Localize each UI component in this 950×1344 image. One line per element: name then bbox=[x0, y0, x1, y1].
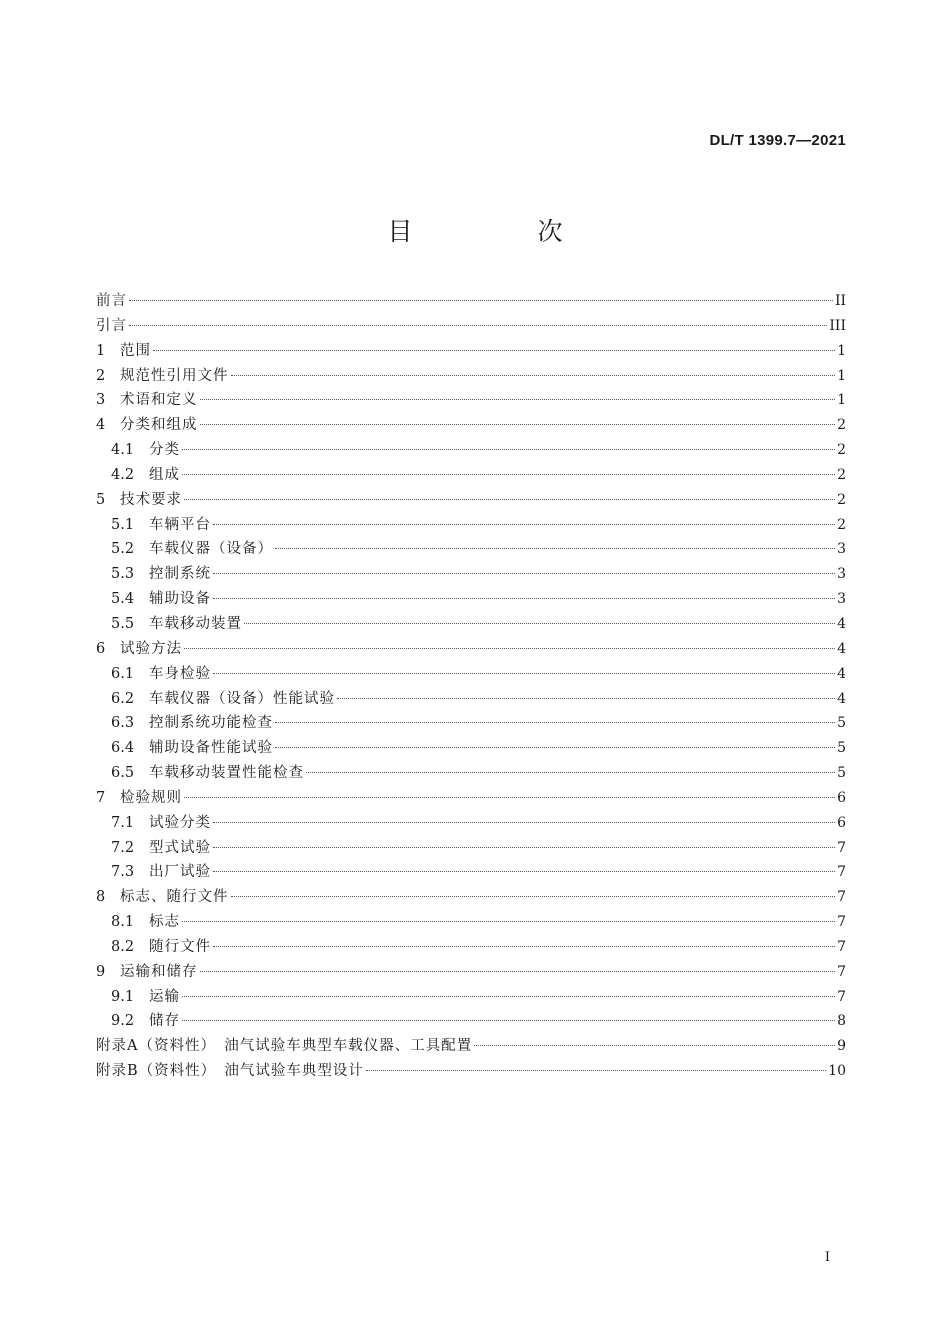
toc-entry-page: 2 bbox=[837, 417, 846, 434]
dot-leader bbox=[244, 623, 835, 624]
toc-entry-page: 5 bbox=[837, 715, 846, 732]
toc-entry[interactable] bbox=[96, 687, 846, 712]
toc-entry-label: 运输和储存 bbox=[120, 963, 198, 980]
toc-entry-label: 附录B（资料性） 油气试验车典型设计 bbox=[96, 1063, 364, 1080]
dot-leader bbox=[182, 996, 835, 997]
dot-leader bbox=[129, 300, 833, 301]
toc-entry-label: 分类 bbox=[149, 442, 180, 459]
toc-entry-page: 7 bbox=[837, 864, 846, 881]
toc-entry-page: 9 bbox=[837, 1038, 846, 1055]
toc-entry[interactable] bbox=[96, 562, 846, 587]
dot-leader bbox=[213, 673, 835, 674]
toc-entry[interactable] bbox=[96, 438, 846, 463]
toc-entry-number: 5.3 bbox=[111, 566, 135, 583]
dot-leader bbox=[306, 772, 835, 773]
toc-entry-label: 标志、随行文件 bbox=[120, 889, 229, 906]
table-of-contents bbox=[96, 289, 846, 1084]
toc-entry-page: 6 bbox=[837, 789, 846, 806]
dot-leader bbox=[337, 698, 835, 699]
standard-code: DL/T 1399.7—2021 bbox=[709, 132, 846, 149]
dot-leader bbox=[213, 822, 835, 823]
dot-leader bbox=[200, 971, 836, 972]
dot-leader bbox=[184, 499, 835, 500]
dot-leader bbox=[184, 648, 835, 649]
toc-entry-page: 2 bbox=[837, 516, 846, 533]
dot-leader bbox=[231, 896, 836, 897]
toc-entry-page: 1 bbox=[837, 367, 846, 384]
toc-entry-number: 7.3 bbox=[111, 864, 135, 881]
toc-entry-label: 技术要求 bbox=[120, 491, 182, 508]
dot-leader bbox=[366, 1070, 826, 1071]
toc-entry-number: 6 bbox=[96, 640, 106, 657]
toc-entry[interactable] bbox=[96, 513, 846, 538]
toc-entry-number: 6.5 bbox=[111, 765, 135, 782]
toc-entry-number: 6.4 bbox=[111, 740, 135, 757]
toc-entry[interactable] bbox=[96, 1009, 846, 1034]
toc-entry[interactable] bbox=[96, 612, 846, 637]
toc-entry-page: 3 bbox=[837, 566, 846, 583]
toc-entry[interactable] bbox=[96, 289, 846, 314]
toc-entry-number: 4.2 bbox=[111, 466, 135, 483]
dot-leader bbox=[213, 847, 835, 848]
toc-entry[interactable] bbox=[96, 587, 846, 612]
toc-entry[interactable] bbox=[96, 488, 846, 513]
toc-entry-number: 7.1 bbox=[111, 814, 135, 831]
toc-entry-number: 9 bbox=[96, 963, 106, 980]
toc-entry[interactable] bbox=[96, 736, 846, 761]
dot-leader bbox=[474, 1045, 835, 1046]
toc-entry[interactable] bbox=[96, 836, 846, 861]
dot-leader bbox=[213, 871, 835, 872]
toc-entry-number: 7.2 bbox=[111, 839, 135, 856]
toc-entry-label: 车辆平台 bbox=[149, 516, 211, 533]
toc-entry-number: 6.1 bbox=[111, 665, 135, 682]
toc-entry-page: 4 bbox=[837, 615, 846, 632]
toc-entry[interactable] bbox=[96, 761, 846, 786]
toc-entry-label: 标志 bbox=[149, 914, 180, 931]
toc-entry-page: 4 bbox=[837, 665, 846, 682]
toc-entry[interactable] bbox=[96, 786, 846, 811]
toc-entry-page: 1 bbox=[837, 342, 846, 359]
toc-entry-label: 型式试验 bbox=[149, 839, 211, 856]
toc-entry-page: 5 bbox=[837, 740, 846, 757]
toc-entry[interactable] bbox=[96, 711, 846, 736]
toc-entry-label: 分类和组成 bbox=[120, 417, 198, 434]
toc-entry[interactable] bbox=[96, 860, 846, 885]
toc-entry-page: III bbox=[829, 317, 846, 334]
dot-leader bbox=[184, 797, 835, 798]
toc-entry[interactable] bbox=[96, 985, 846, 1010]
toc-entry-number: 5.4 bbox=[111, 591, 135, 608]
toc-entry-number: 5.5 bbox=[111, 615, 135, 632]
toc-entry-page: II bbox=[834, 293, 846, 309]
toc-entry-page: 4 bbox=[837, 690, 846, 707]
toc-entry-number: 2 bbox=[96, 367, 106, 384]
toc-entry-label: 储存 bbox=[149, 1013, 180, 1030]
toc-entry-number: 6.3 bbox=[111, 715, 135, 732]
toc-entry-label: 车载仪器（设备）性能试验 bbox=[149, 690, 335, 707]
dot-leader bbox=[213, 524, 835, 525]
toc-entry-number: 8.2 bbox=[111, 938, 135, 955]
toc-entry[interactable] bbox=[96, 1034, 846, 1059]
toc-entry-number: 4.1 bbox=[111, 442, 135, 459]
toc-entry-label: 随行文件 bbox=[149, 938, 211, 955]
toc-entry[interactable] bbox=[96, 388, 846, 413]
toc-entry-page: 2 bbox=[837, 491, 846, 508]
toc-entry-number: 9.2 bbox=[111, 1013, 135, 1030]
toc-entry-page: 7 bbox=[837, 988, 846, 1005]
toc-entry-label: 前言 bbox=[96, 293, 127, 309]
toc-entry-page: 6 bbox=[837, 814, 846, 831]
toc-entry-number: 3 bbox=[96, 392, 106, 409]
toc-entry-label: 引言 bbox=[96, 317, 127, 334]
toc-entry-label: 范围 bbox=[120, 342, 151, 359]
toc-entry[interactable] bbox=[96, 811, 846, 836]
toc-entry-label: 规范性引用文件 bbox=[120, 367, 229, 384]
dot-leader bbox=[213, 946, 835, 947]
toc-entry-page: 8 bbox=[837, 1013, 846, 1030]
toc-entry-label: 检验规则 bbox=[120, 789, 182, 806]
dot-leader bbox=[200, 424, 836, 425]
toc-entry[interactable] bbox=[96, 662, 846, 687]
toc-entry[interactable] bbox=[96, 910, 846, 935]
toc-entry-label: 控制系统功能检查 bbox=[149, 715, 273, 732]
toc-entry[interactable] bbox=[96, 1059, 846, 1084]
toc-entry-label: 车载移动装置 bbox=[149, 615, 242, 632]
dot-leader bbox=[129, 325, 827, 326]
dot-leader bbox=[213, 598, 835, 599]
toc-entry[interactable] bbox=[96, 314, 846, 339]
dot-leader bbox=[200, 399, 836, 400]
toc-entry[interactable] bbox=[96, 885, 846, 910]
dot-leader bbox=[275, 722, 835, 723]
toc-entry-number: 8.1 bbox=[111, 914, 135, 931]
toc-entry-page: 2 bbox=[837, 442, 846, 459]
toc-entry-page: 10 bbox=[828, 1063, 846, 1080]
dot-leader bbox=[182, 921, 835, 922]
toc-entry-label: 试验方法 bbox=[120, 640, 182, 657]
toc-entry-label: 附录A（资料性） 油气试验车典型车载仪器、工具配置 bbox=[96, 1038, 473, 1055]
dot-leader bbox=[275, 747, 835, 748]
toc-entry-label: 辅助设备性能试验 bbox=[149, 740, 273, 757]
toc-entry[interactable] bbox=[96, 339, 846, 364]
toc-entry-page: 3 bbox=[837, 541, 846, 558]
toc-entry-page: 5 bbox=[837, 765, 846, 782]
toc-entry-number: 5.1 bbox=[111, 516, 135, 533]
toc-entry-page: 3 bbox=[837, 591, 846, 608]
toc-entry-label: 车载仪器（设备） bbox=[149, 541, 273, 558]
toc-entry-label: 车载移动装置性能检查 bbox=[149, 765, 304, 782]
dot-leader bbox=[153, 350, 835, 351]
toc-entry[interactable] bbox=[96, 537, 846, 562]
toc-entry-page: 4 bbox=[837, 640, 846, 657]
toc-entry-page: 7 bbox=[837, 914, 846, 931]
toc-entry-label: 出厂试验 bbox=[149, 864, 211, 881]
dot-leader bbox=[182, 1020, 835, 1021]
toc-entry[interactable] bbox=[96, 413, 846, 438]
toc-entry-number: 7 bbox=[96, 789, 106, 806]
toc-entry-number: 5.2 bbox=[111, 541, 135, 558]
toc-entry-label: 控制系统 bbox=[149, 566, 211, 583]
dot-leader bbox=[275, 548, 835, 549]
toc-entry-label: 车身检验 bbox=[149, 665, 211, 682]
toc-entry-label: 术语和定义 bbox=[120, 392, 198, 409]
toc-entry-label: 试验分类 bbox=[149, 814, 211, 831]
dot-leader bbox=[182, 474, 835, 475]
page-title: 目 次 bbox=[387, 217, 613, 246]
toc-entry-page: 7 bbox=[837, 938, 846, 955]
toc-entry-number: 8 bbox=[96, 889, 106, 906]
toc-entry[interactable] bbox=[96, 960, 846, 985]
toc-entry-number: 1 bbox=[96, 342, 106, 359]
toc-entry-page: 7 bbox=[837, 963, 846, 980]
toc-entry-label: 组成 bbox=[149, 466, 180, 483]
toc-entry-number: 5 bbox=[96, 491, 106, 508]
toc-entry-number: 6.2 bbox=[111, 690, 135, 707]
dot-leader bbox=[182, 449, 835, 450]
toc-entry[interactable] bbox=[96, 463, 846, 488]
dot-leader bbox=[213, 573, 835, 574]
dot-leader bbox=[231, 375, 836, 376]
toc-entry[interactable] bbox=[96, 935, 846, 960]
toc-entry-page: 1 bbox=[837, 392, 846, 409]
toc-entry-page: 2 bbox=[837, 466, 846, 483]
toc-entry-number: 4 bbox=[96, 417, 106, 434]
toc-entry-number: 9.1 bbox=[111, 988, 135, 1005]
toc-entry-label: 运输 bbox=[149, 988, 180, 1005]
toc-entry-page: 7 bbox=[837, 839, 846, 856]
toc-entry-label: 辅助设备 bbox=[149, 591, 211, 608]
toc-entry-page: 7 bbox=[837, 889, 846, 906]
footer-page-number: I bbox=[824, 1250, 830, 1265]
toc-entry[interactable] bbox=[96, 637, 846, 662]
toc-entry[interactable] bbox=[96, 364, 846, 389]
